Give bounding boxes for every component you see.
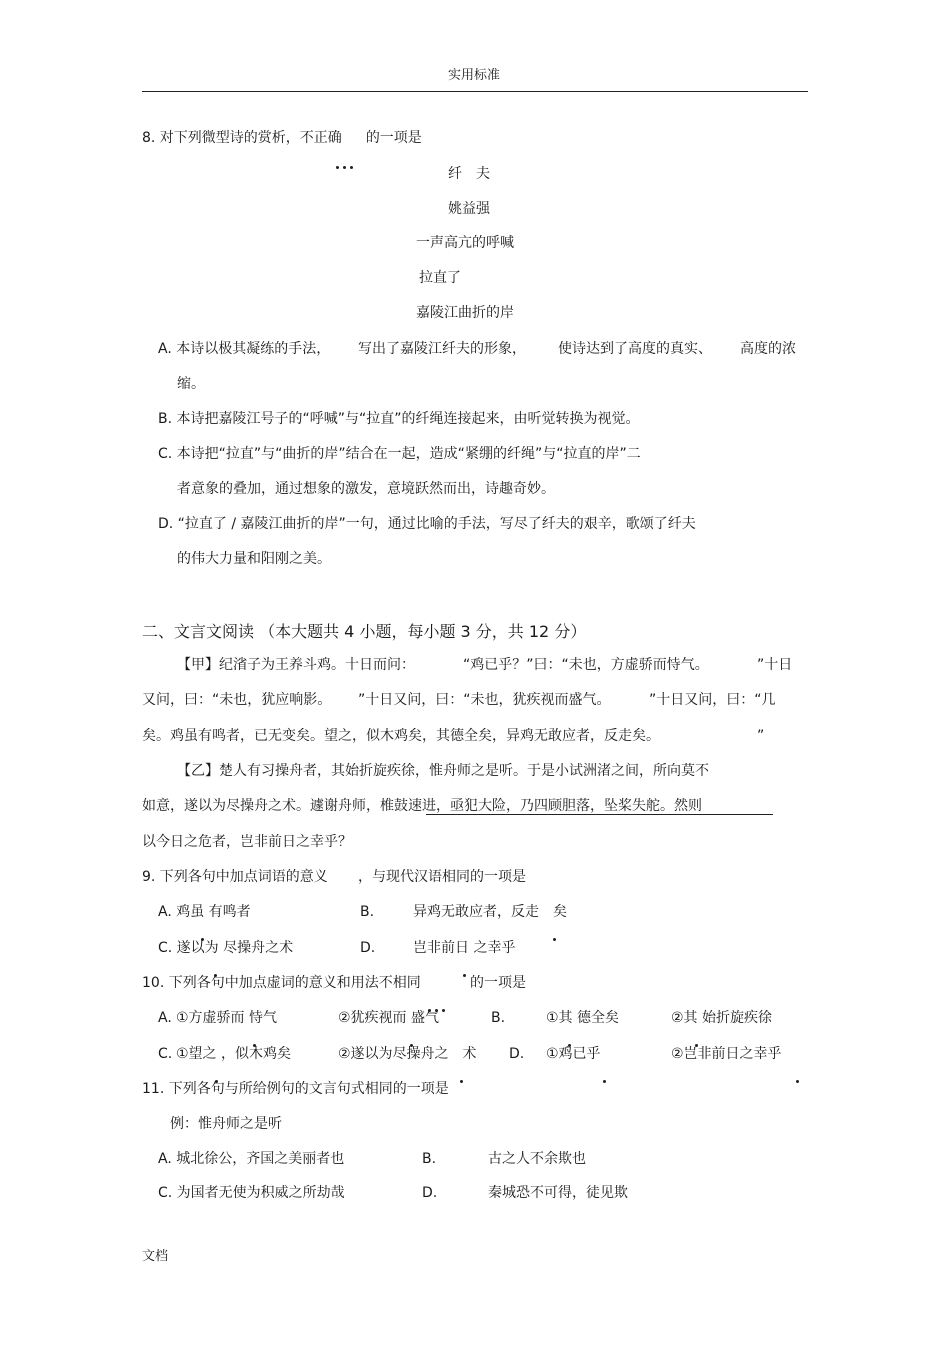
q8-stem	[142, 128, 422, 148]
q10-stem-part2: 的一项是	[470, 975, 526, 991]
q10-option-c-label: C.	[158, 1046, 173, 1062]
passage-jia-line3b: ”	[757, 728, 765, 744]
passage-jia-line3a: 矣。鸡虽有鸣者，已无变矣。望之，似木鸡矣，其德全矣，异鸡无敢应者，反走矣。	[142, 728, 660, 744]
q10-option-d-label: D.	[509, 1046, 525, 1062]
emphasis-dot	[461, 956, 468, 977]
q9-option-a: A. 鸡虽 有鸣者	[158, 904, 251, 920]
q11-option-b-label: B.	[422, 1151, 437, 1167]
header-divider	[142, 91, 808, 92]
q10-option-b-label: B.	[491, 1010, 506, 1026]
q9-stem-part1: 9. 下列各句中加点词语的意义	[142, 869, 328, 885]
passage-jia-line2c: ”十日又问，曰：“几	[649, 692, 776, 708]
q9-option-d: 岂非前日 之幸乎	[413, 940, 516, 956]
q10-option-c1: ①望之 ，似木鸡矣	[176, 1046, 292, 1062]
q8-option-a-part2: 写出了嘉陵江纤夫的形象，	[358, 341, 526, 357]
q8-option-a-part4: 高度的浓	[740, 341, 796, 357]
q8-option-c-line1: C. 本诗把“拉直”与“曲折的岸”结合在一起，造成“紧绷的纤绳”与“拉直的岸”二	[158, 446, 641, 462]
q10-option-a-label: A.	[158, 1010, 172, 1026]
q8-option-d-line1: D. “拉直了 / 嘉陵江曲折的岸”一句，通过比喻的手法，写尽了纤夫的艰辛，歌颂了纤夫	[158, 516, 696, 532]
q10-option-d1: ①鸡已乎	[546, 1046, 601, 1062]
q11-option-a: A. 城北徐公，齐国之美丽者也	[158, 1151, 345, 1167]
q8-stem-part1: 8. 对下列微型诗的赏析，不正确	[142, 130, 342, 146]
emphasis-dot	[601, 1062, 608, 1083]
passage-jia-line1b: “鸡已乎？”曰：“未也，方虚骄而恃气。	[463, 657, 709, 673]
q8-option-d-line2: 的伟大力量和阳刚之美。	[177, 551, 331, 567]
page-header-title: 实用标准	[448, 68, 501, 83]
poem-line: 一声高亢的呼喊	[416, 235, 514, 251]
q10-option-b1: ①其 德全矣	[546, 1010, 620, 1026]
q10-stem-part1: 10. 下列各句中加点虚词的意义和用法不相同	[142, 975, 421, 991]
q8-option-a-part1: A. 本诗以极其凝练的手法，	[158, 341, 331, 357]
q10-option-b2: ②其 始折旋疾徐	[671, 1010, 773, 1026]
passage-jia-line1a: 【甲】纪渻子为王养斗鸡。十日而问：	[177, 657, 415, 673]
emphasis-dot	[551, 920, 558, 941]
passage-jia-line2b: ”十日又问，曰：“未也，犹疾视而盛气。	[358, 692, 611, 708]
passage-jia-line1c: ”十日	[757, 657, 793, 673]
q10-option-d2: ②岂非前日之幸乎	[671, 1046, 782, 1062]
section-heading: 二、文言文阅读 （本大题共 4 小题，每小题 3 分，共 12 分）	[142, 622, 587, 641]
q11-option-d: 秦城恐不可得，徒见欺	[488, 1185, 628, 1201]
q9-option-c: C. 遂以为 尽操舟之术	[158, 940, 294, 956]
emphasis-dot	[794, 1062, 801, 1083]
poem-author: 姚益强	[448, 201, 490, 217]
page-footer-text: 文档	[142, 1249, 169, 1264]
q11-option-d-label: D.	[422, 1185, 438, 1201]
q11-example: 例：惟舟师之是听	[170, 1116, 282, 1132]
passage-yi-line1: 【乙】楚人有习操舟者，其始折旋疾徐，惟舟师之是听。于是小试洲渚之间，所向莫不	[177, 763, 709, 779]
emphasis-dot	[458, 1062, 465, 1083]
passage-yi-line3: 以今日之危者，岂非前日之幸乎？	[142, 834, 352, 850]
q11-option-c: C. 为国者无使为积威之所劫哉	[158, 1185, 345, 1201]
q11-stem: 11. 下列各句与所给例句的文言句式相同的一项是	[142, 1081, 449, 1097]
q10-option-a1: ①方虚骄而 恃气	[176, 1010, 278, 1026]
poem-title: 纤 夫	[448, 166, 490, 182]
q9-stem-part2: ，与现代汉语相同的一项是	[358, 869, 526, 885]
q10-option-c2: ②遂以为尽操舟之 术	[338, 1046, 477, 1062]
q8-option-b: B. 本诗把嘉陵江号子的“呼喊”与“拉直”的纤绳连接起来，由听觉转换为视觉。	[158, 411, 640, 427]
q9-option-b: 异鸡无敢应者，反走 矣	[413, 904, 567, 920]
emphasis-dots	[334, 148, 355, 169]
q10-option-a2: ②犹疾视而 盛气	[338, 1010, 440, 1026]
q8-option-c-line2: 者意象的叠加，通过想象的激发，意境跃然而出，诗趣奇妙。	[177, 481, 555, 497]
q11-option-b: 古之人不余欺也	[488, 1151, 586, 1167]
passage-jia-line2a: 又问，曰：“未也，犹应响影。	[142, 692, 332, 708]
q9-option-d-label: D.	[360, 940, 376, 956]
underline-mark	[426, 814, 773, 815]
q8-option-a-part5: 缩。	[177, 376, 205, 392]
passage-yi-line2: 如意，遂以为尽操舟之术。遽谢舟师，椎鼓速进，亟犯大险，乃四顾胆落，坠桨失舵。然则	[142, 798, 702, 814]
q8-option-a-part3: 使诗达到了高度的真实、	[558, 341, 712, 357]
poem-line: 拉直了	[419, 270, 461, 286]
poem-line: 嘉陵江曲折的岸	[416, 305, 514, 321]
q8-stem-part2: 的一项是	[365, 130, 422, 146]
q9-option-b-label: B.	[360, 904, 375, 920]
